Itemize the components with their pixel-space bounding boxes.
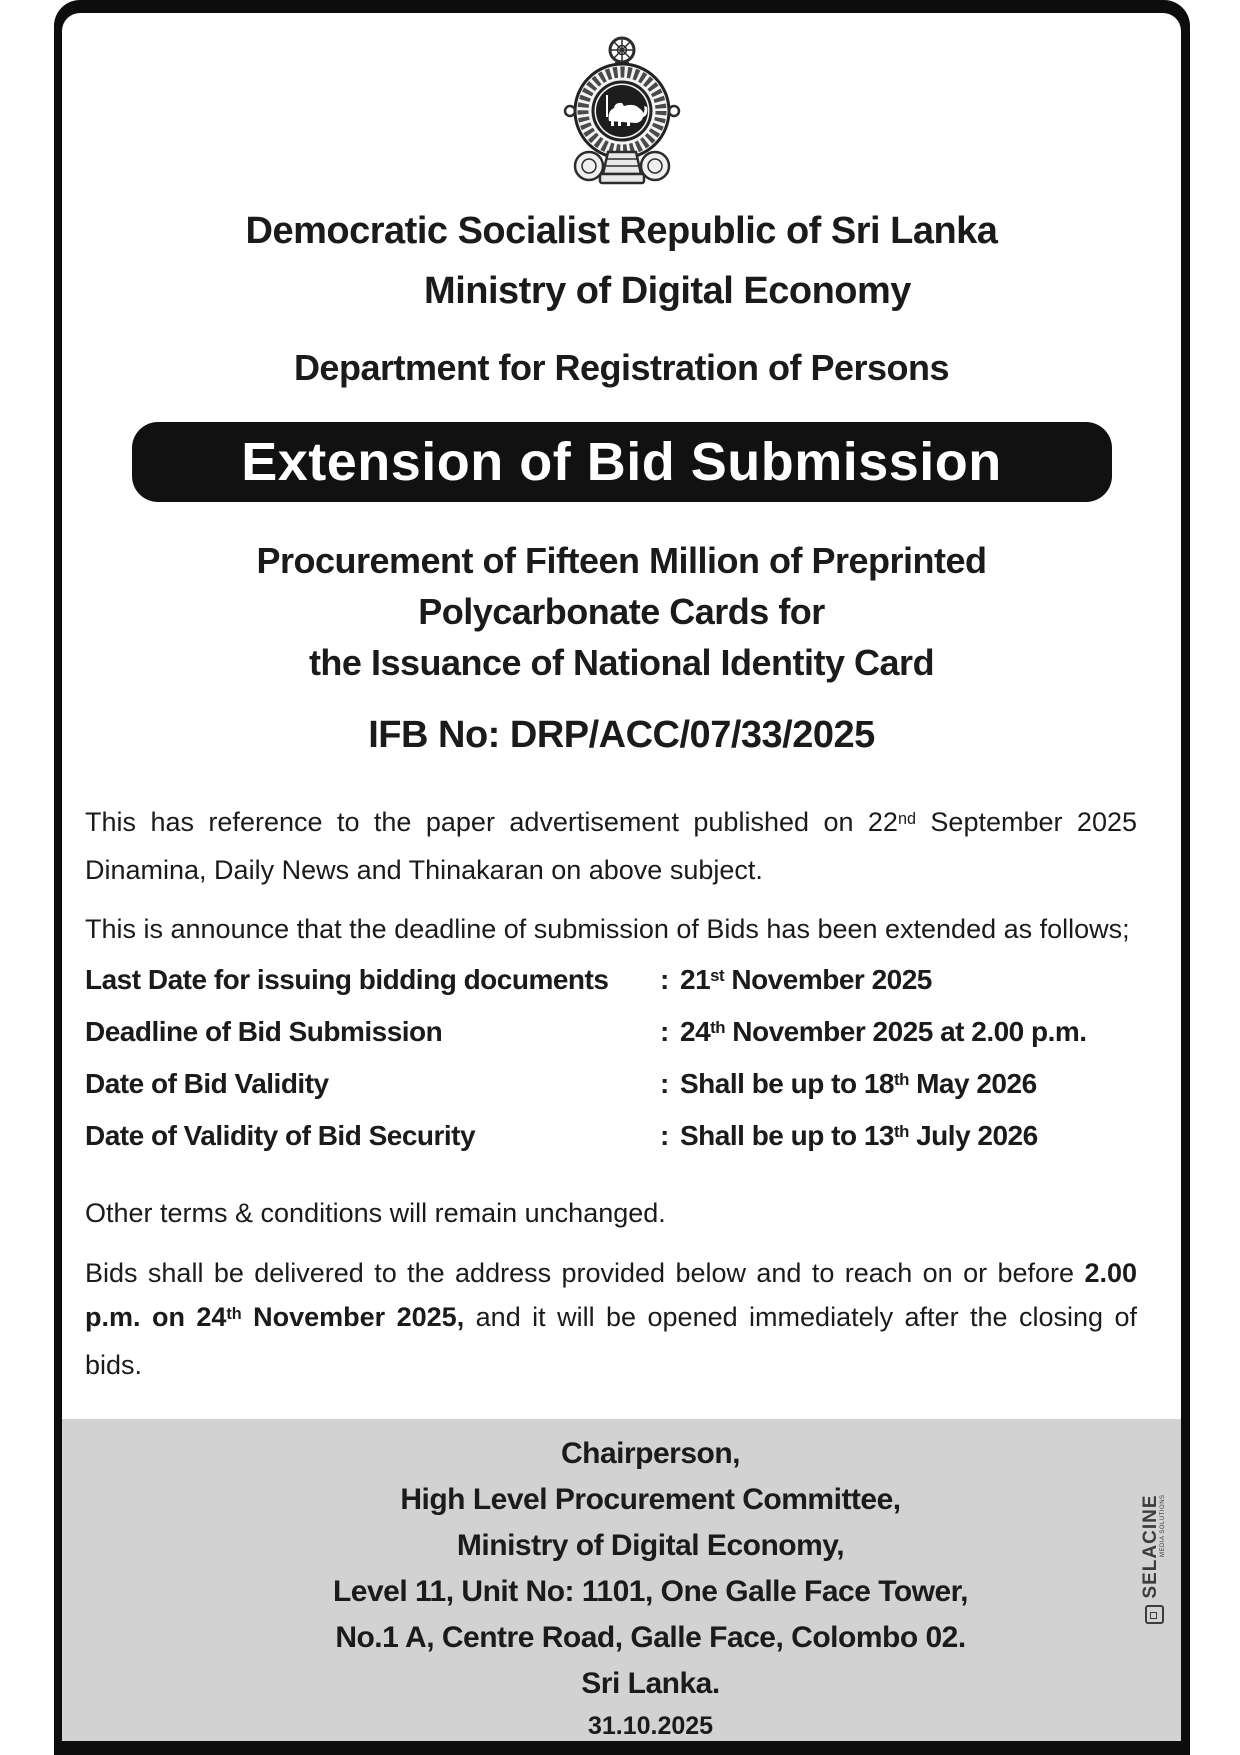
terms-paragraph: Other terms & conditions will remain unchanged. <box>85 1198 666 1228</box>
delivery-paragraph: Bids shall be delivered to the address provided below and to reach on or before 2.00 p.m. on 24th November 2025, and it will be opened immediately after the closing of bids. <box>85 1258 1138 1380</box>
schedule-row-label: Deadline of Bid Submission <box>85 1016 443 1047</box>
country-title: Democratic Socialist Republic of Sri Lanka <box>245 210 998 252</box>
schedule-row-value: Shall be up to 18th May 2026 <box>680 1068 1037 1099</box>
banner-title: Extension of Bid Submission <box>241 432 1002 492</box>
department-title: Department for Registration of Persons <box>293 347 950 388</box>
schedule-colon: : <box>660 1068 669 1099</box>
bid-schedule-table <box>85 963 1137 1157</box>
footer-line: Chairperson, <box>560 1437 741 1470</box>
document-border-frame <box>54 0 1190 1755</box>
schedule-colon: : <box>660 964 669 995</box>
ifb-number: IFB No: DRP/ACC/07/33/2025 <box>368 714 875 756</box>
emblem-plinth <box>600 174 644 183</box>
reference-text-cont: September 2025 Dinamina, Daily News and Thinakaran on above subject. <box>85 807 1137 885</box>
sri-lanka-emblem-icon <box>556 35 688 193</box>
address-footer <box>62 1419 1181 1741</box>
schedule-colon: : <box>660 1120 669 1151</box>
reference-text: This has reference to the paper advertisement published on 22 <box>85 807 898 837</box>
subtitle-line-3: the Issuance of National Identity Card <box>308 642 935 683</box>
footer-line: High Level Procurement Committee, <box>400 1483 901 1516</box>
watermark-name: SELACINE <box>1140 1494 1161 1599</box>
footer-line: Ministry of Digital Economy, <box>456 1529 845 1562</box>
body-copy <box>62 800 1181 1387</box>
agency-watermark <box>1134 1484 1174 1634</box>
notice-banner <box>132 422 1112 502</box>
subtitle-line-2: Polycarbonate Cards for <box>418 591 825 632</box>
footer-line: Sri Lanka. <box>581 1667 720 1700</box>
procurement-subtitle <box>62 535 1181 688</box>
watermark-subtext: MEDIA SOLUTIONS <box>1160 1494 1166 1557</box>
delivery-deadline-bold: 2.00 p.m. on 24th November 2025, <box>85 1258 1137 1332</box>
schedule-row-label: Last Date for issuing bidding documents <box>85 964 609 995</box>
selacine-logo-icon <box>1145 1605 1164 1624</box>
notice-page <box>62 13 1181 1741</box>
footer-line: No.1 A, Centre Road, Galle Face, Colombo 02. <box>335 1621 966 1654</box>
schedule-colon: : <box>660 1016 669 1047</box>
schedule-row-value: 24th November 2025 at 2.00 p.m. <box>680 1016 1087 1047</box>
schedule-row-value: Shall be up to 13th July 2026 <box>680 1120 1038 1151</box>
notice-date: 31.10.2025 <box>587 1712 714 1740</box>
schedule-row-label: Date of Bid Validity <box>85 1068 329 1099</box>
ordinal-suffix: nd <box>897 809 916 828</box>
emblem-container <box>62 35 1181 193</box>
subtitle-line-1: Procurement of Fifteen Million of Preprinted <box>256 540 987 581</box>
footer-line: Level 11, Unit No: 1101, One Galle Face Tower, <box>332 1575 969 1608</box>
schedule-row-value: 21st November 2025 <box>680 964 932 995</box>
announcement-paragraph: This is announce that the deadline of submission of Bids has been extended as follows; <box>85 914 1130 944</box>
reference-paragraph <box>85 800 1137 892</box>
ministry-title: Ministry of Digital Economy <box>424 270 911 312</box>
schedule-row-label: Date of Validity of Bid Security <box>85 1120 476 1151</box>
emblem-pedestal <box>603 152 641 174</box>
